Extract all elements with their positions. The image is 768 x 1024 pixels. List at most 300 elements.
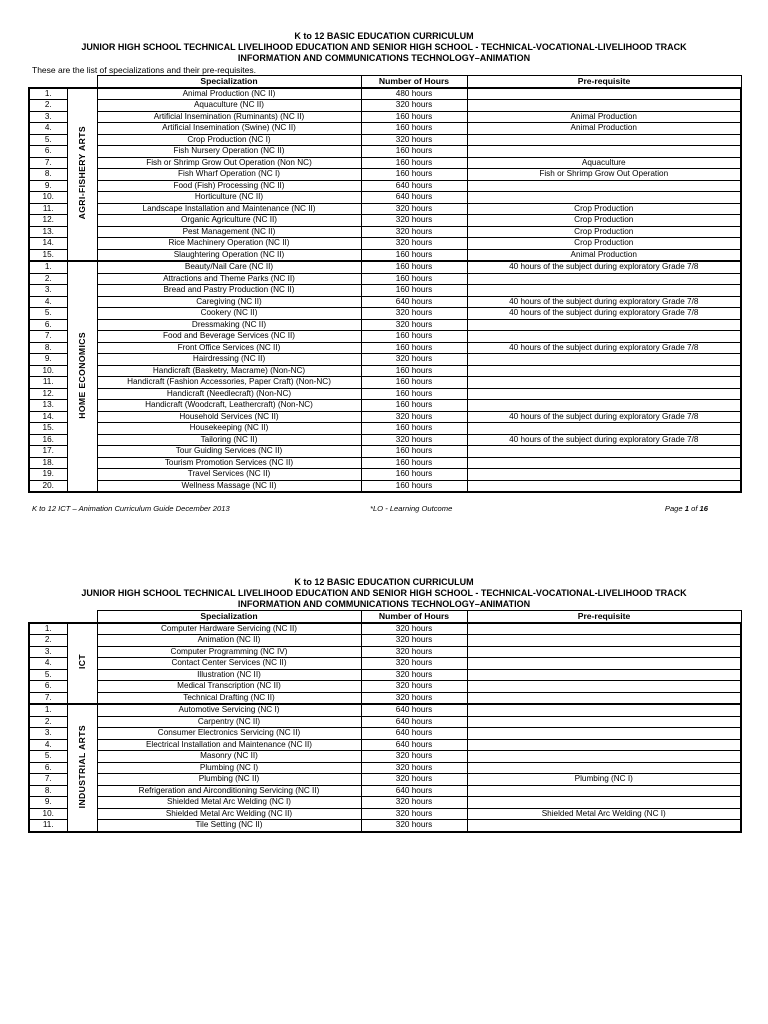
prerequisite-cell: 40 hours of the subject during exploratory Grade 7/8: [467, 308, 741, 320]
hours-cell: 480 hours: [361, 88, 467, 100]
specialization-cell: Illustration (NC II): [97, 669, 361, 681]
hours-cell: 160 hours: [361, 261, 467, 273]
hours-cell: 160 hours: [361, 377, 467, 389]
row-number: 7.: [29, 692, 67, 704]
table-row: [29, 646, 741, 658]
table-row: [29, 146, 741, 158]
row-number: 2.: [29, 716, 67, 728]
specialization-cell: Contact Center Services (NC II): [97, 658, 361, 670]
hours-cell: 640 hours: [361, 716, 467, 728]
prerequisite-cell: 40 hours of the subject during exploratory Grade 7/8: [467, 296, 741, 308]
prerequisite-cell: 40 hours of the subject during exploratory Grade 7/8: [467, 434, 741, 446]
prerequisite-cell: [467, 704, 741, 716]
table-row: [29, 469, 741, 481]
table-row: [29, 342, 741, 354]
row-number: 11.: [29, 377, 67, 389]
track-title: JUNIOR HIGH SCHOOL TECHNICAL LIVELIHOOD EDUCATION AND SENIOR HIGH SCHOOL - TECHNICAL-VOCATIONAL-LIVELIHOOD TRACK: [81, 588, 687, 598]
prerequisite-cell: [467, 100, 741, 112]
hours-cell: 320 hours: [361, 658, 467, 670]
row-number: 8.: [29, 785, 67, 797]
specialization-cell: Handicraft (Fashion Accessories, Paper Craft) (Non-NC): [97, 377, 361, 389]
prerequisite-cell: [467, 377, 741, 389]
specialization-cell: Food and Beverage Services (NC II): [97, 331, 361, 343]
table-row: [29, 377, 741, 389]
table-row: [29, 457, 741, 469]
specialization-cell: Animal Production (NC II): [97, 88, 361, 100]
prerequisite-cell: Crop Production: [467, 238, 741, 250]
prerequisite-cell: Shielded Metal Arc Welding (NC I): [467, 808, 741, 820]
hours-cell: 320 hours: [361, 762, 467, 774]
specialization-cell: Tour Guiding Services (NC II): [97, 446, 361, 458]
intro-text: These are the list of specializations and their pre-requisites.: [32, 65, 256, 75]
prerequisite-cell: [467, 88, 741, 100]
prerequisite-cell: [467, 354, 741, 366]
row-number: 11.: [29, 203, 67, 215]
hours-cell: 320 hours: [361, 100, 467, 112]
specialization-table-1: [28, 75, 742, 493]
group-label: AGRI-FISHERY ARTS: [77, 126, 87, 220]
prerequisite-cell: [467, 480, 741, 492]
table-row: [29, 388, 741, 400]
hours-cell: 320 hours: [361, 669, 467, 681]
prerequisite-cell: Plumbing (NC I): [467, 774, 741, 786]
table-row: [29, 400, 741, 412]
row-number: 3.: [29, 646, 67, 658]
row-number: 12.: [29, 215, 67, 227]
specialization-cell: Handicraft (Basketry, Macrame) (Non-NC): [97, 365, 361, 377]
specialization-cell: Aquaculture (NC II): [97, 100, 361, 112]
group-label: INDUSTRIAL ARTS: [77, 724, 87, 808]
table-row: [29, 365, 741, 377]
prerequisite-cell: [467, 658, 741, 670]
blank-header: [29, 76, 97, 88]
specialization-cell: Tile Setting (NC II): [97, 820, 361, 832]
specialization-cell: Tourism Promotion Services (NC II): [97, 457, 361, 469]
row-number: 6.: [29, 681, 67, 693]
specialization-cell: Handicraft (Needlecraft) (Non-NC): [97, 388, 361, 400]
prerequisite-cell: [467, 762, 741, 774]
prerequisite-cell: [467, 180, 741, 192]
table-row: [29, 169, 741, 181]
specialization-cell: Plumbing (NC II): [97, 774, 361, 786]
hours-cell: 640 hours: [361, 704, 467, 716]
hours-cell: 320 hours: [361, 808, 467, 820]
prerequisite-cell: 40 hours of the subject during exploratory Grade 7/8: [467, 342, 741, 354]
row-number: 15.: [29, 423, 67, 435]
prerequisite-cell: [467, 400, 741, 412]
row-number: 3.: [29, 285, 67, 297]
hours-cell: 160 hours: [361, 273, 467, 285]
track-title: JUNIOR HIGH SCHOOL TECHNICAL LIVELIHOOD EDUCATION AND SENIOR HIGH SCHOOL - TECHNICAL-VOCATIONAL-LIVELIHOOD TRACK: [81, 42, 687, 52]
curriculum-title: K to 12 BASIC EDUCATION CURRICULUM: [294, 577, 474, 587]
specialization-cell: Automotive Servicing (NC I): [97, 704, 361, 716]
prerequisite-cell: [467, 388, 741, 400]
row-number: 1.: [29, 261, 67, 273]
specialization-cell: Landscape Installation and Maintenance (NC II): [97, 203, 361, 215]
specialization-cell: Slaughtering Operation (NC II): [97, 249, 361, 261]
prerequisite-cell: [467, 319, 741, 331]
row-number: 13.: [29, 400, 67, 412]
hours-cell: 160 hours: [361, 123, 467, 135]
row-number: 2.: [29, 635, 67, 647]
table-header-row: [29, 76, 741, 88]
prerequisite-cell: [467, 669, 741, 681]
row-number: 7.: [29, 331, 67, 343]
specialization-cell: Technical Drafting (NC II): [97, 692, 361, 704]
row-number: 2.: [29, 273, 67, 285]
prerequisite-cell: [467, 623, 741, 635]
group-label: HOME ECONOMICS: [77, 331, 87, 419]
hours-cell: 160 hours: [361, 249, 467, 261]
hours-cell: 160 hours: [361, 388, 467, 400]
row-number: 5.: [29, 134, 67, 146]
hours-cell: 320 hours: [361, 319, 467, 331]
hours-cell: 160 hours: [361, 469, 467, 481]
hours-cell: 320 hours: [361, 308, 467, 320]
hours-cell: 640 hours: [361, 739, 467, 751]
specialization-cell: Medical Transcription (NC II): [97, 681, 361, 693]
row-number: 9.: [29, 797, 67, 809]
prerequisite-cell: [467, 331, 741, 343]
row-number: 4.: [29, 123, 67, 135]
prerequisite-cell: [467, 692, 741, 704]
row-number: 7.: [29, 774, 67, 786]
prerequisite-cell: [467, 273, 741, 285]
row-number: 19.: [29, 469, 67, 481]
group-agri-fishery: [29, 88, 741, 262]
table-row: [29, 623, 741, 635]
row-number: 16.: [29, 434, 67, 446]
hours-cell: 160 hours: [361, 446, 467, 458]
specialization-cell: Housekeeping (NC II): [97, 423, 361, 435]
table-row: [29, 739, 741, 751]
prerequisite-cell: [467, 457, 741, 469]
hours-cell: 160 hours: [361, 285, 467, 297]
table-row: [29, 238, 741, 250]
table-row: [29, 100, 741, 112]
table-row: [29, 446, 741, 458]
prerequisite-cell: [467, 716, 741, 728]
table-row: [29, 635, 741, 647]
row-number: 9.: [29, 180, 67, 192]
group-ict: [29, 623, 741, 705]
specialization-cell: Horticulture (NC II): [97, 192, 361, 204]
hours-cell: 320 hours: [361, 134, 467, 146]
table-row: [29, 111, 741, 123]
specialization-cell: Carpentry (NC II): [97, 716, 361, 728]
prerequisite-cell: [467, 146, 741, 158]
subject-title: INFORMATION AND COMMUNICATIONS TECHNOLOGY–ANIMATION: [237, 599, 531, 609]
table-row: [29, 704, 741, 716]
specialization-cell: Plumbing (NC I): [97, 762, 361, 774]
row-number: 17.: [29, 446, 67, 458]
table-row: [29, 215, 741, 227]
prerequisite-cell: [467, 134, 741, 146]
specialization-cell: Front Office Services (NC II): [97, 342, 361, 354]
row-number: 1.: [29, 88, 67, 100]
col-hours: Number of Hours: [361, 76, 467, 88]
subject-title: INFORMATION AND COMMUNICATIONS TECHNOLOGY–ANIMATION: [237, 53, 531, 63]
hours-cell: 160 hours: [361, 480, 467, 492]
specialization-cell: Animation (NC II): [97, 635, 361, 647]
prerequisite-cell: [467, 285, 741, 297]
row-number: 5.: [29, 308, 67, 320]
hours-cell: 320 hours: [361, 646, 467, 658]
row-number: 13.: [29, 226, 67, 238]
table-row: [29, 820, 741, 832]
table-row: [29, 669, 741, 681]
specialization-cell: Tailoring (NC II): [97, 434, 361, 446]
table-row: [29, 751, 741, 763]
specialization-cell: Artificial Insemination (Swine) (NC II): [97, 123, 361, 135]
prerequisite-cell: [467, 739, 741, 751]
specialization-cell: Electrical Installation and Maintenance (NC II): [97, 739, 361, 751]
specialization-cell: Computer Programming (NC IV): [97, 646, 361, 658]
table-row: [29, 180, 741, 192]
table-row: [29, 203, 741, 215]
table-row: [29, 285, 741, 297]
prerequisite-cell: Animal Production: [467, 111, 741, 123]
prerequisite-cell: Crop Production: [467, 215, 741, 227]
hours-cell: 320 hours: [361, 820, 467, 832]
specialization-table-2: [28, 610, 742, 833]
hours-cell: 640 hours: [361, 192, 467, 204]
specialization-cell: Attractions and Theme Parks (NC II): [97, 273, 361, 285]
table-row: [29, 681, 741, 693]
row-number: 7.: [29, 157, 67, 169]
group-industrial-arts: [29, 704, 741, 832]
table-row: [29, 319, 741, 331]
table-header-row: [29, 611, 741, 623]
specialization-cell: Refrigeration and Airconditioning Servicing (NC II): [97, 785, 361, 797]
prerequisite-cell: [467, 423, 741, 435]
row-number: 10.: [29, 192, 67, 204]
footer-page-number: Page 1 of 16: [664, 504, 708, 513]
specialization-cell: Food (Fish) Processing (NC II): [97, 180, 361, 192]
hours-cell: 160 hours: [361, 111, 467, 123]
blank-header: [29, 611, 97, 623]
prerequisite-cell: Crop Production: [467, 203, 741, 215]
group-label-cell: [67, 704, 97, 832]
specialization-cell: Computer Hardware Servicing (NC II): [97, 623, 361, 635]
row-number: 14.: [29, 411, 67, 423]
hours-cell: 320 hours: [361, 203, 467, 215]
specialization-cell: Dressmaking (NC II): [97, 319, 361, 331]
table-row: [29, 692, 741, 704]
group-label-cell: [67, 623, 97, 705]
prerequisite-cell: [467, 646, 741, 658]
prerequisite-cell: Fish or Shrimp Grow Out Operation: [467, 169, 741, 181]
table-row: [29, 785, 741, 797]
group-home-economics: [29, 261, 741, 492]
prerequisite-cell: Animal Production: [467, 123, 741, 135]
prerequisite-cell: Crop Production: [467, 226, 741, 238]
col-specialization: Specialization: [97, 76, 361, 88]
prerequisite-cell: [467, 820, 741, 832]
table-row: [29, 434, 741, 446]
table-row: [29, 134, 741, 146]
group-label: ICT: [77, 654, 87, 670]
specialization-cell: Fish Nursery Operation (NC II): [97, 146, 361, 158]
row-number: 6.: [29, 762, 67, 774]
hours-cell: 640 hours: [361, 785, 467, 797]
row-number: 4.: [29, 296, 67, 308]
specialization-cell: Handicraft (Woodcraft, Leathercraft) (Non-NC): [97, 400, 361, 412]
group-label-cell: [67, 88, 97, 262]
specialization-cell: Fish or Shrimp Grow Out Operation (Non NC): [97, 157, 361, 169]
row-number: 8.: [29, 169, 67, 181]
hours-cell: 160 hours: [361, 457, 467, 469]
specialization-cell: Fish Wharf Operation (NC I): [97, 169, 361, 181]
row-number: 3.: [29, 111, 67, 123]
table-row: [29, 728, 741, 740]
prerequisite-cell: [467, 635, 741, 647]
specialization-cell: Pest Management (NC II): [97, 226, 361, 238]
col-prerequisite: Pre-requisite: [467, 76, 741, 88]
table-row: [29, 354, 741, 366]
group-label-cell: [67, 261, 97, 492]
table-row: [29, 249, 741, 261]
footer-lo-note: *LO - Learning Outcome: [370, 504, 453, 513]
page-2-header: [28, 577, 740, 610]
hours-cell: 160 hours: [361, 423, 467, 435]
curriculum-title: K to 12 BASIC EDUCATION CURRICULUM: [294, 31, 474, 41]
prerequisite-cell: Animal Production: [467, 249, 741, 261]
page-1-header: [28, 31, 740, 64]
hours-cell: 640 hours: [361, 180, 467, 192]
hours-cell: 160 hours: [361, 331, 467, 343]
row-number: 15.: [29, 249, 67, 261]
hours-cell: 320 hours: [361, 238, 467, 250]
hours-cell: 320 hours: [361, 434, 467, 446]
prerequisite-cell: [467, 469, 741, 481]
specialization-cell: Rice Machinery Operation (NC II): [97, 238, 361, 250]
table-row: [29, 308, 741, 320]
hours-cell: 320 hours: [361, 692, 467, 704]
specialization-cell: Shielded Metal Arc Welding (NC II): [97, 808, 361, 820]
table-row: [29, 273, 741, 285]
page-2: [28, 577, 740, 833]
specialization-cell: Bread and Pastry Production (NC II): [97, 285, 361, 297]
specialization-cell: Hairdressing (NC II): [97, 354, 361, 366]
hours-cell: 160 hours: [361, 169, 467, 181]
prerequisite-cell: [467, 365, 741, 377]
hours-cell: 160 hours: [361, 146, 467, 158]
prerequisite-cell: [467, 728, 741, 740]
specialization-cell: Masonry (NC II): [97, 751, 361, 763]
prerequisite-cell: 40 hours of the subject during exploratory Grade 7/8: [467, 411, 741, 423]
prerequisite-cell: [467, 192, 741, 204]
row-number: 6.: [29, 146, 67, 158]
row-number: 11.: [29, 820, 67, 832]
prerequisite-cell: [467, 446, 741, 458]
hours-cell: 640 hours: [361, 728, 467, 740]
row-number: 10.: [29, 808, 67, 820]
row-number: 1.: [29, 623, 67, 635]
prerequisite-cell: [467, 785, 741, 797]
row-number: 10.: [29, 365, 67, 377]
table-row: [29, 797, 741, 809]
table-row: [29, 762, 741, 774]
footer-guide: K to 12 ICT – Animation Curriculum Guide December 2013: [32, 504, 230, 513]
table-row: [29, 808, 741, 820]
table-row: [29, 774, 741, 786]
prerequisite-cell: 40 hours of the subject during exploratory Grade 7/8: [467, 261, 741, 273]
hours-cell: 640 hours: [361, 296, 467, 308]
hours-cell: 160 hours: [361, 365, 467, 377]
specialization-cell: Organic Agriculture (NC II): [97, 215, 361, 227]
row-number: 8.: [29, 342, 67, 354]
prerequisite-cell: Aquaculture: [467, 157, 741, 169]
table-row: [29, 658, 741, 670]
page-1: [28, 31, 740, 513]
table-row: [29, 192, 741, 204]
table-row: [29, 480, 741, 492]
prerequisite-cell: [467, 797, 741, 809]
col-specialization: Specialization: [97, 611, 361, 623]
col-prerequisite: Pre-requisite: [467, 611, 741, 623]
hours-cell: 320 hours: [361, 354, 467, 366]
table-row: [29, 261, 741, 273]
table-row: [29, 331, 741, 343]
hours-cell: 320 hours: [361, 226, 467, 238]
hours-cell: 320 hours: [361, 623, 467, 635]
specialization-cell: Artificial Insemination (Ruminants) (NC II): [97, 111, 361, 123]
specialization-cell: Caregiving (NC II): [97, 296, 361, 308]
row-number: 4.: [29, 739, 67, 751]
col-hours: Number of Hours: [361, 611, 467, 623]
hours-cell: 160 hours: [361, 400, 467, 412]
hours-cell: 320 hours: [361, 774, 467, 786]
hours-cell: 320 hours: [361, 681, 467, 693]
table-row: [29, 226, 741, 238]
table-row: [29, 123, 741, 135]
row-number: 5.: [29, 751, 67, 763]
hours-cell: 160 hours: [361, 342, 467, 354]
prerequisite-cell: [467, 751, 741, 763]
hours-cell: 160 hours: [361, 157, 467, 169]
table-row: [29, 88, 741, 100]
specialization-cell: Household Services (NC II): [97, 411, 361, 423]
specialization-cell: Shielded Metal Arc Welding (NC I): [97, 797, 361, 809]
table-row: [29, 296, 741, 308]
hours-cell: 320 hours: [361, 215, 467, 227]
table-row: [29, 411, 741, 423]
table-row: [29, 157, 741, 169]
prerequisite-cell: [467, 681, 741, 693]
row-number: 9.: [29, 354, 67, 366]
specialization-cell: Crop Production (NC I): [97, 134, 361, 146]
hours-cell: 320 hours: [361, 411, 467, 423]
row-number: 3.: [29, 728, 67, 740]
specialization-cell: Wellness Massage (NC II): [97, 480, 361, 492]
hours-cell: 320 hours: [361, 751, 467, 763]
row-number: 18.: [29, 457, 67, 469]
row-number: 1.: [29, 704, 67, 716]
specialization-cell: Travel Services (NC II): [97, 469, 361, 481]
row-number: 4.: [29, 658, 67, 670]
row-number: 20.: [29, 480, 67, 492]
specialization-cell: Consumer Electronics Servicing (NC II): [97, 728, 361, 740]
table-row: [29, 716, 741, 728]
specialization-cell: Beauty/Nail Care (NC II): [97, 261, 361, 273]
row-number: 2.: [29, 100, 67, 112]
hours-cell: 320 hours: [361, 797, 467, 809]
specialization-cell: Cookery (NC II): [97, 308, 361, 320]
row-number: 12.: [29, 388, 67, 400]
hours-cell: 320 hours: [361, 635, 467, 647]
row-number: 14.: [29, 238, 67, 250]
